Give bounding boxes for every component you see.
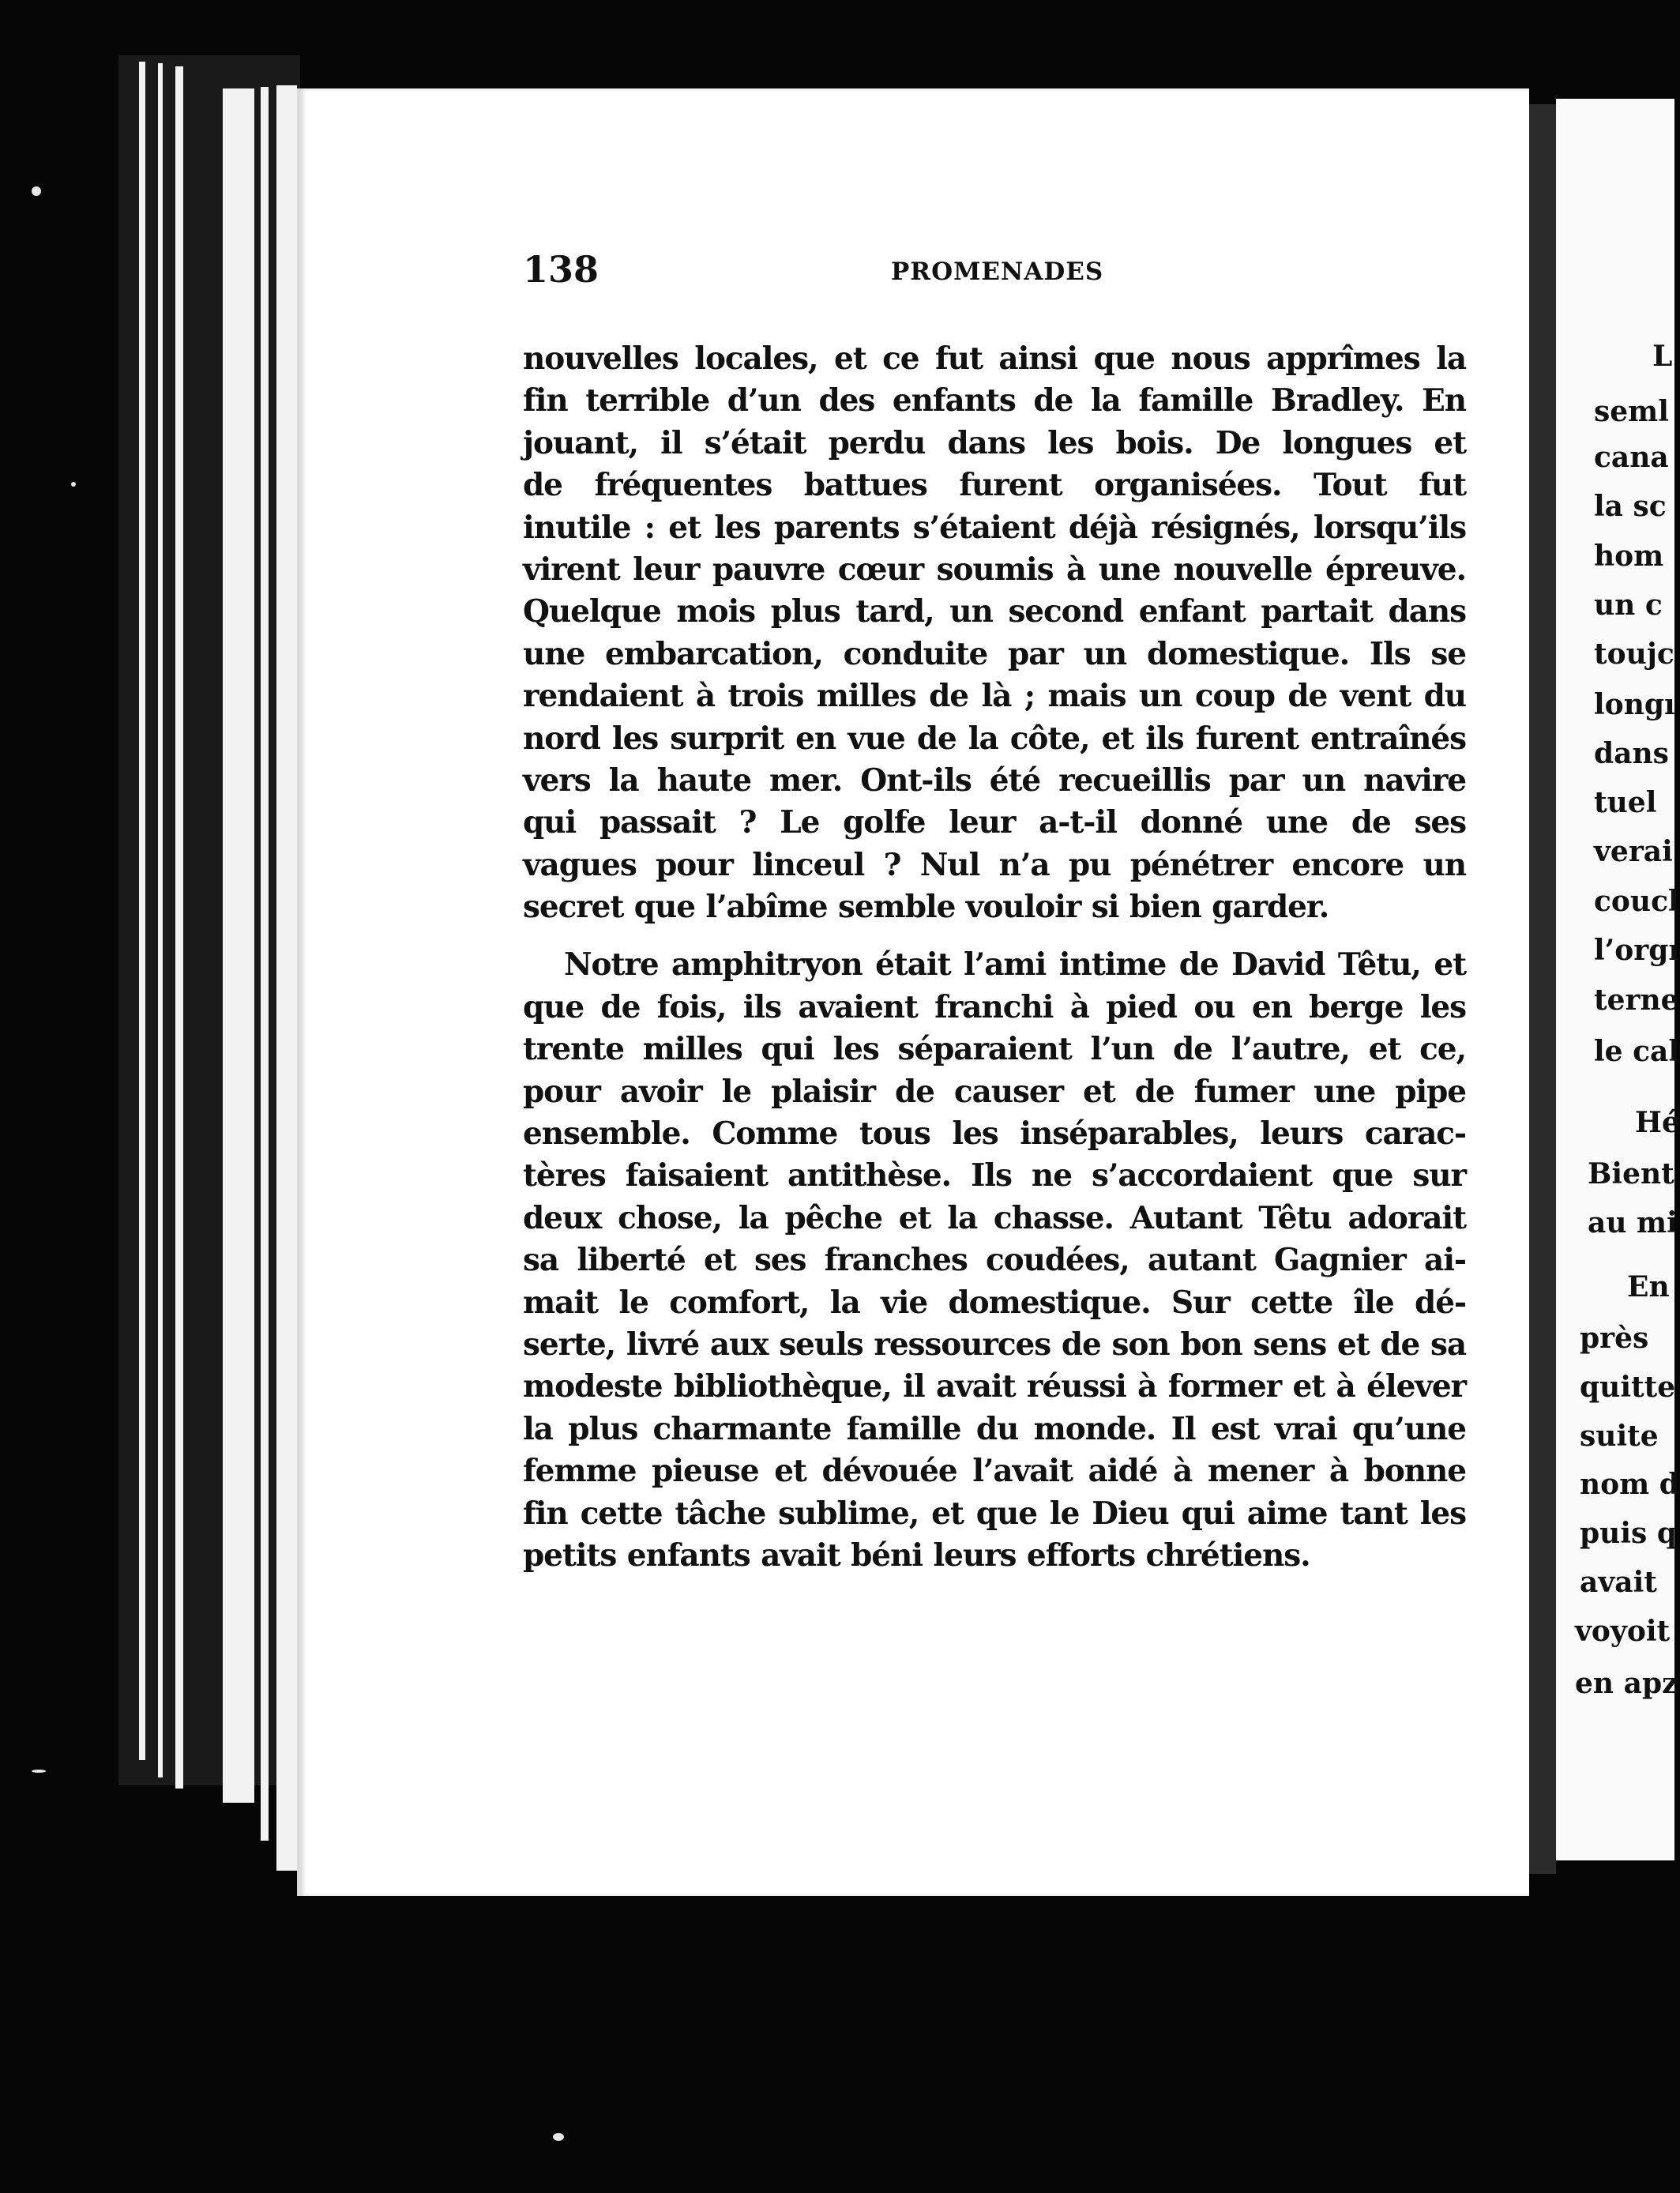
page-edge xyxy=(261,87,269,1841)
text-line: secret que l’abîme semble vouloir si bien garder. xyxy=(523,889,1329,926)
facing-line: Bient xyxy=(1588,1157,1674,1191)
facing-line: coucl xyxy=(1594,885,1679,918)
text-line: vers la haute mer. Ont-ils été recueillis par un navire xyxy=(523,762,1466,799)
text-line: la plus charmante famille du monde. Il est vrai qu’une xyxy=(523,1410,1466,1447)
facing-line: longı xyxy=(1594,688,1675,721)
text-line: modeste bibliothèque, il avait réussi à former et à élever xyxy=(523,1368,1466,1405)
text-line: Quelque mois plus tard, un second enfant partait dans xyxy=(523,593,1466,630)
paragraph-gap xyxy=(523,928,1466,944)
text-line: pour avoir le plaisir de causer et de fumer une pipe xyxy=(523,1073,1466,1110)
facing-line: tuel xyxy=(1594,786,1657,819)
page-edge xyxy=(175,66,183,1789)
facing-line: cana xyxy=(1594,441,1669,474)
text-line: ensemble. Comme tous les inséparables, leurs carac- xyxy=(523,1115,1466,1153)
text-line: nouvelles locales, et ce fut ainsi que nous apprîmes la xyxy=(523,340,1466,377)
page-header xyxy=(523,248,1471,295)
text-line: nord les surprit en vue de la côte, et ils furent entraînés xyxy=(523,720,1466,757)
text-line: tères faisaient antithèse. Ils ne s’accordaient que sur xyxy=(523,1157,1466,1194)
facing-line: voyoit xyxy=(1575,1615,1671,1648)
facing-line: L xyxy=(1652,340,1673,373)
facing-line: Hé xyxy=(1635,1106,1680,1139)
gutter-shadow xyxy=(1529,104,1556,1874)
facing-line: suite xyxy=(1580,1420,1659,1453)
dust-speck xyxy=(32,1770,46,1773)
text-line: fin cette tâche sublime, et que le Dieu qui aime tant les xyxy=(523,1495,1466,1532)
facing-line: un c xyxy=(1594,589,1663,622)
facing-line: la sc xyxy=(1594,490,1667,523)
facing-line: En xyxy=(1627,1270,1670,1303)
body-text xyxy=(523,338,1466,1577)
text-line: sa liberté et ses franches coudées, autant Gagnier ai- xyxy=(523,1242,1466,1279)
facing-page xyxy=(1556,99,1680,1860)
facing-line: le cal xyxy=(1594,1035,1680,1068)
running-title: PROMENADES xyxy=(891,258,1104,286)
facing-line: toujc xyxy=(1594,638,1674,671)
text-line: qui passait ? Le golfe leur a-t-il donné une de ses xyxy=(523,804,1466,841)
text-line: Notre amphitryon était l’ami intime de David Têtu, et xyxy=(564,946,1466,984)
text-line: trente milles qui les séparaient l’un de l’autre, et ce, xyxy=(523,1031,1466,1068)
page-edge xyxy=(276,85,297,1871)
facing-line: nom d xyxy=(1580,1468,1679,1501)
facing-line: hom xyxy=(1594,540,1664,573)
dust-speck xyxy=(71,482,76,487)
dust-speck xyxy=(553,2133,564,2141)
text-line: mait le comfort, la vie domestique. Sur cette île dé- xyxy=(523,1284,1466,1321)
page-edge xyxy=(223,88,254,1803)
facing-line: au mi xyxy=(1588,1206,1678,1239)
text-line: inutile : et les parents s’étaient déjà résignés, lorsqu’ils xyxy=(523,509,1466,546)
facing-line: en apz xyxy=(1575,1667,1678,1700)
text-line: jouant, il s’était perdu dans les bois. De longues et xyxy=(523,424,1466,461)
text-line: serte, livré aux seuls ressources de son bon sens et de sa xyxy=(523,1326,1466,1363)
page-edge xyxy=(158,63,163,1777)
book-edge-shadow xyxy=(118,55,300,1785)
text-line: fin terrible d’un des enfants de la famille Bradley. En xyxy=(523,382,1466,419)
facing-line: près xyxy=(1580,1322,1649,1355)
facing-line: dans xyxy=(1594,737,1669,770)
facing-line: avait xyxy=(1580,1566,1657,1599)
facing-line: quitte xyxy=(1580,1371,1676,1404)
text-line: deux chose, la pêche et la chasse. Autant Têtu adorait xyxy=(523,1199,1466,1236)
text-line: vagues pour linceul ? Nul n’a pu pénétrer encore un xyxy=(523,846,1466,883)
facing-line: seml xyxy=(1594,395,1669,428)
dust-speck xyxy=(32,186,41,196)
text-line: femme pieuse et dévouée l’avait aidé à mener à bonne xyxy=(523,1453,1466,1490)
facing-line: verai xyxy=(1594,835,1673,868)
facing-line: l’orgı xyxy=(1594,934,1680,967)
text-line: virent leur pauvre cœur soumis à une nouvelle épreuve. xyxy=(523,551,1466,588)
text-line: rendaient à trois milles de là ; mais un coup de vent du xyxy=(523,678,1466,715)
page-number: 138 xyxy=(523,248,599,291)
facing-line: terne xyxy=(1594,984,1679,1017)
facing-line: puis q xyxy=(1580,1517,1677,1550)
page-edge xyxy=(139,62,145,1760)
text-line: de fréquentes battues furent organisées. Tout fut xyxy=(523,467,1466,504)
text-line: petits enfants avait béni leurs efforts chrétiens. xyxy=(523,1537,1310,1574)
text-line: que de fois, ils avaient franchi à pied ou en berge les xyxy=(523,988,1466,1025)
text-line: une embarcation, conduite par un domestique. Ils se xyxy=(523,635,1466,672)
